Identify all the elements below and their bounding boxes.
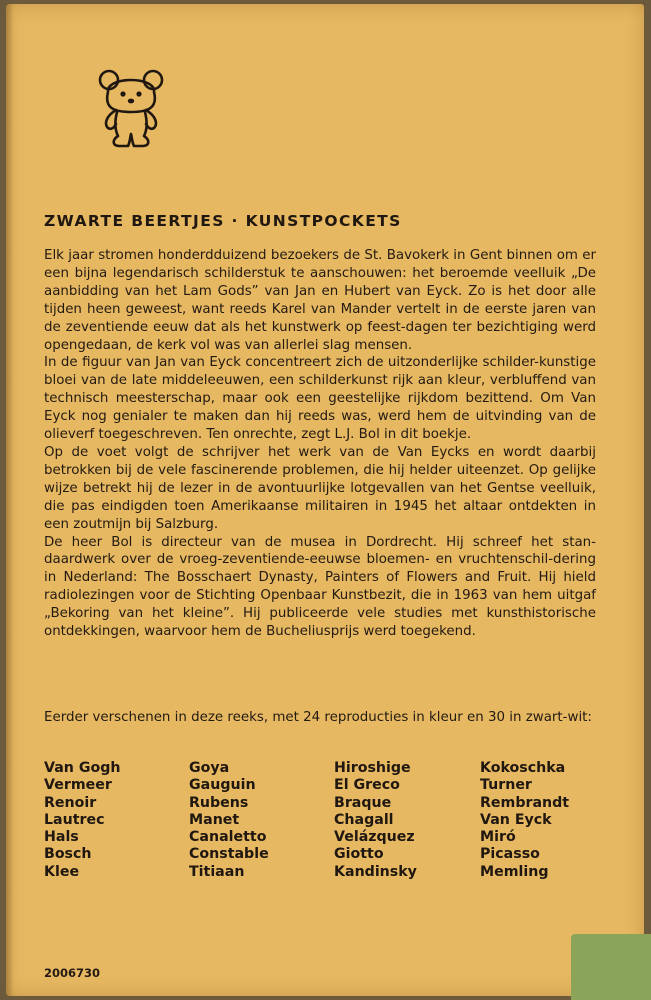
artist-name: Picasso (480, 846, 540, 863)
book-number: 2006730 (44, 966, 101, 980)
artist-name: Braque (334, 794, 392, 811)
artist-name: Kandinsky (334, 863, 417, 880)
artist-name: Gauguin (189, 777, 256, 794)
artist-column-3 (334, 760, 480, 881)
artist-name: Goya (189, 760, 230, 776)
artist-name: Giotto (334, 846, 384, 863)
spine-shadow (6, 4, 14, 996)
artist-name: Chagall (334, 811, 394, 828)
blurb-paragraph: Elk jaar stromen honderdduizend bezoekers de St. Bavokerk in Gent binnen om er een bijna legendarisch schilderstuk te aanschouwen: het beroemde veelluik „De aanbidding van het Lam Gods” van Jan en Hubert van Eyck. Zo is het door alle tijden heen geweest, want reeds Karel van Mander vertelt in de eerste jaren van de zeventiende eeuw dat als het kunstwerk op feest-dagen ter bezichtiging werd opengedaan, de kerk vol was van allerlei slag mensen. (44, 248, 596, 353)
artist-name: Turner (480, 777, 532, 794)
book-back-cover (6, 4, 644, 996)
artist-name: Hiroshige (334, 760, 411, 776)
artist-name: Canaletto (189, 829, 267, 846)
artist-name: Lautrec (44, 811, 105, 828)
artist-name: Van Eyck (480, 811, 552, 828)
artist-name: Klee (44, 863, 80, 880)
artist-name: Vermeer (44, 777, 112, 794)
artist-name: Manet (189, 811, 240, 828)
artist-name: Rembrandt (480, 794, 570, 811)
artist-column-4 (480, 760, 604, 881)
artist-name: Memling (480, 863, 549, 880)
artist-name: Velázquez (334, 829, 415, 846)
blurb-paragraph: De heer Bol is directeur van de musea in Dordrecht. Hij schreef het stan-daardwerk over de vroeg-zeventiende-eeuwse bloemen- en vruchtenschil-dering in Nederland: The Bosschaert Dynasty, Painters of Flowers and Fruit. Hij hield radiolezingen voor de Stichting Openbaar Kunstbezit, die in 1963 van hem uitgaf „Bekoring van het kleine”. Hij publiceerde vele studies met kunsthistorische ontdekkingen, waarvoor hem de Bucheliusprijs werd toegekend. (44, 534, 596, 640)
artist-name: Bosch (44, 846, 92, 863)
blurb-paragraph: Op de voet volgt de schrijver het werk van de Van Eycks en wordt daarbij betrokken bij de vele fascinerende problemen, die hij helder uiteenzet. Op gelijke wijze betrekt hij de lezer in de avontuurlijke lotgevallen van het Gentse veelluik, die pas eindigden toen Amerikaanse militairen in 1945 het altaar ontdekten in een zoutmijn bij Salzburg. (44, 444, 596, 532)
blurb (44, 247, 596, 641)
series-intro: Eerder verschenen in deze reeks, met 24 reproducties in kleur en 30 in zwart-wit: (44, 710, 592, 725)
artist-name: Renoir (44, 794, 97, 811)
artist-name: Van Gogh (44, 760, 121, 776)
artist-name: Miró (480, 829, 516, 846)
artist-name: Rubens (189, 794, 249, 811)
artist-name: Kokoschka (480, 760, 566, 776)
artist-column-2 (189, 760, 334, 881)
corner-watermark-badge (571, 934, 651, 1000)
artist-list (44, 760, 604, 881)
artist-name: Hals (44, 829, 79, 846)
blurb-paragraph: In de figuur van Jan van Eyck concentreert zich de uitzonderlijke schilder-kunstige bloei van de late middeleeuwen, een schilderkunst rijk aan kleur, verbluffend van technisch meesterschap, maar ook een geestelijke rijkdom bezittend. Om Van Eyck nog genialer te maken dan hij reeds was, werd hem de uitvinding van de olieverf toegeschreven. Ten onrechte, zegt L.J. Bol in dit boekje. (44, 355, 596, 443)
artist-name: Titiaan (189, 863, 245, 880)
artist-name: Constable (189, 846, 269, 863)
artist-name: El Greco (334, 777, 400, 794)
artist-column-1 (44, 760, 189, 881)
series-title: ZWARTE BEERTJES · KUNSTPOCKETS (44, 212, 402, 230)
bear-icon (96, 66, 166, 150)
